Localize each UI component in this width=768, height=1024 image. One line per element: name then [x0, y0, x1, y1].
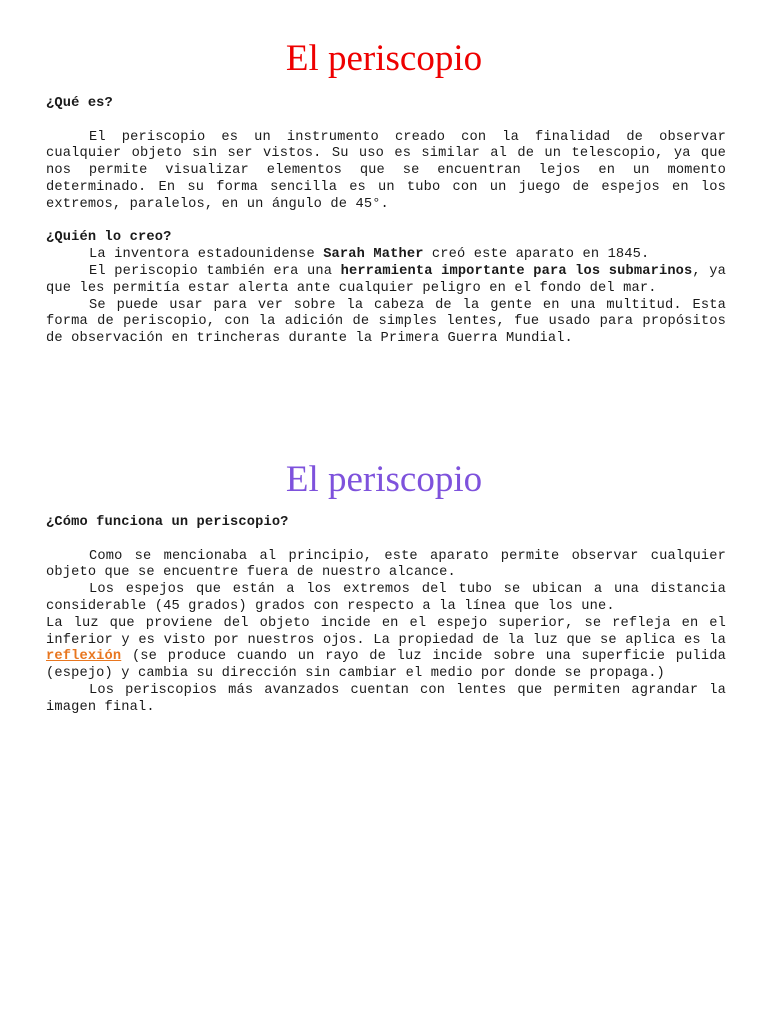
paragraph-advanced: Los periscopios más avanzados cuentan con lentes que permiten agrandar la imagen final. — [46, 682, 726, 715]
inventor-name: Sarah Mather — [323, 247, 424, 263]
paragraph-light: La luz que proviene del objeto incide en el espejo superior, se refleja en el inferior y es visto por nuestros ojos. La propiedad de la luz que se aplica es la reflexión (se produce cuando un rayo de luz incide sobre una superficie pulida (espejo) y cambia su dirección sin cambiar el medio por donde se propaga.) — [46, 615, 726, 682]
paragraph-submarines: El periscopio también era una herramienta importante para los submarinos, ya que les permitía estar alerta ante cualquier peligro en el fondo del mar. — [46, 263, 726, 296]
paragraph-intro: Como se mencionaba al principio, este aparato permite observar cualquier objeto que se encuentre fuera de nuestro alcance. — [46, 548, 726, 581]
reflexion-link[interactable]: reflexión — [46, 649, 122, 665]
paragraph-uses: Se puede usar para ver sobre la cabeza de la gente en una multitud. Esta forma de periscopio, con la adición de simples lentes, fue usado para propósitos de observación en trincheras durante la Primera Guerra Mundial. — [46, 297, 726, 347]
section-how-it-works — [46, 515, 726, 717]
page-title-2: El periscopio — [285, 459, 483, 500]
heading-who-created: ¿Quién lo creo? — [46, 230, 172, 246]
heading-what-is: ¿Qué es? — [46, 96, 113, 111]
paragraph-definition: El periscopio es un instrumento creado con la finalidad de observar cualquier objeto sin ser vistos. Su uso es similar al de un telescopio, ya que nos permite visualizar elementos que se encuentran lejos en un momento determinado. En su forma sencilla es un tubo con un juego de espejos en los extremos, paralelos, en un ángulo de 45°. — [46, 129, 726, 212]
paragraph-inventor: La inventora estadounidense Sarah Mather creó este aparato en 1845. — [89, 247, 650, 263]
highlight-submarines: herramienta importante para los submarinos — [340, 263, 693, 279]
page-title: El periscopio — [285, 38, 483, 79]
heading-how-it-works: ¿Cómo funciona un periscopio? — [46, 515, 289, 530]
section-what-is — [46, 96, 726, 348]
paragraph-mirrors: Los espejos que están a los extremos del tubo se ubican a una distancia considerable (45 grados) grados con respecto a la línea que los une. — [46, 582, 726, 614]
